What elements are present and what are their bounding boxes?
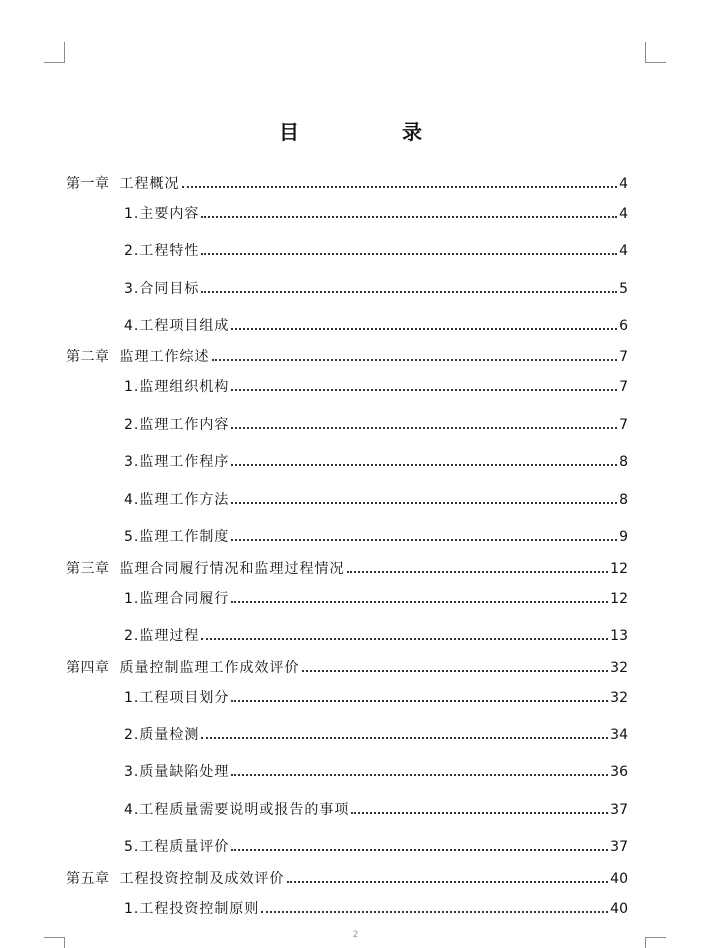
toc-entry-title: 1.监理合同履行 <box>124 591 230 607</box>
toc-page-number: 4 <box>619 243 628 259</box>
toc-chapter-entry[interactable] <box>66 559 628 579</box>
toc-page-number: 7 <box>619 417 628 433</box>
toc-entry-title: 1.主要内容 <box>124 206 200 222</box>
toc-entry-title: 4.工程项目组成 <box>124 318 230 334</box>
toc-section-entry[interactable] <box>124 626 628 646</box>
toc-page-number: 34 <box>610 727 628 743</box>
toc-entry-title: 监理工作综述 <box>119 349 210 365</box>
toc-title: 目 录 <box>279 120 470 144</box>
toc-entry-title: 监理合同履行情况和监理过程情况 <box>119 561 345 577</box>
toc-section-entry[interactable] <box>124 316 628 336</box>
toc-dot-leader <box>231 700 608 702</box>
toc-dot-leader <box>201 291 617 293</box>
toc-page-number: 8 <box>619 492 628 508</box>
toc-section-entry[interactable] <box>124 377 628 397</box>
toc-section-entry[interactable] <box>124 837 628 857</box>
toc-dot-leader <box>231 389 617 391</box>
toc-page-number: 13 <box>610 628 628 644</box>
toc-section-entry[interactable] <box>124 490 628 510</box>
toc-dot-leader <box>351 812 608 814</box>
page-number: 2 <box>352 930 359 940</box>
toc-page-number: 40 <box>610 871 628 887</box>
toc-page-number: 9 <box>619 529 628 545</box>
crop-mark-top-left <box>44 42 65 63</box>
toc-page-number: 12 <box>610 561 628 577</box>
toc-chapter-number: 第三章 <box>66 561 110 577</box>
toc-page-number: 12 <box>610 591 628 607</box>
toc-section-entry[interactable] <box>124 725 628 745</box>
toc-page-number: 37 <box>610 839 628 855</box>
toc-entry-title: 5.工程质量评价 <box>124 839 230 855</box>
toc-page-number: 6 <box>619 318 628 334</box>
toc-entry-title: 4.监理工作方法 <box>124 492 230 508</box>
toc-page-number: 32 <box>610 660 628 676</box>
toc-entry-title: 1.监理组织机构 <box>124 379 230 395</box>
toc-dot-leader <box>231 601 608 603</box>
toc-page-number: 4 <box>619 206 628 222</box>
toc-dot-leader <box>231 427 617 429</box>
crop-mark-top-right <box>645 42 666 63</box>
toc-chapter-entry[interactable] <box>66 658 628 678</box>
toc-entry-title: 1.工程投资控制原则 <box>124 901 260 917</box>
toc-entry-title: 5.监理工作制度 <box>124 529 230 545</box>
toc-entry-title: 4.工程质量需要说明或报告的事项 <box>124 802 350 818</box>
toc-page-number: 37 <box>610 802 628 818</box>
toc-section-entry[interactable] <box>124 589 628 609</box>
toc-dot-leader <box>231 328 617 330</box>
toc-page-number: 7 <box>619 379 628 395</box>
toc-dot-leader <box>182 186 618 188</box>
toc-entry-title: 工程概况 <box>119 176 180 192</box>
toc-chapter-number: 第五章 <box>66 871 110 887</box>
toc-section-entry[interactable] <box>124 527 628 547</box>
toc-section-entry[interactable] <box>124 415 628 435</box>
toc-section-entry[interactable] <box>124 204 628 224</box>
toc-dot-leader <box>231 464 617 466</box>
toc-page-number: 8 <box>619 454 628 470</box>
toc-entry-title: 3.质量缺陷处理 <box>124 764 230 780</box>
toc-section-entry[interactable] <box>124 762 628 782</box>
toc-dot-leader <box>231 774 608 776</box>
toc-dot-leader <box>201 638 608 640</box>
toc-chapter-number: 第四章 <box>66 660 110 676</box>
toc-entry-title: 1.工程项目划分 <box>124 690 230 706</box>
toc-entry-title: 质量控制监理工作成效评价 <box>119 660 300 676</box>
toc-chapter-number: 第二章 <box>66 349 110 365</box>
toc-dot-leader <box>287 881 609 883</box>
toc-section-entry[interactable] <box>124 899 628 919</box>
toc-entry-title: 3.监理工作程序 <box>124 454 230 470</box>
toc-entry-title: 2.监理工作内容 <box>124 417 230 433</box>
toc-dot-leader <box>261 911 608 913</box>
toc-entry-title: 2.质量检测 <box>124 727 200 743</box>
toc-dot-leader <box>231 502 617 504</box>
toc-page-number: 32 <box>610 690 628 706</box>
toc-dot-leader <box>231 539 617 541</box>
toc-page-number: 4 <box>619 176 628 192</box>
toc-page-number: 40 <box>610 901 628 917</box>
toc-dot-leader <box>201 253 617 255</box>
toc-dot-leader <box>347 571 609 573</box>
toc-section-entry[interactable] <box>124 800 628 820</box>
toc-entry-title: 2.监理过程 <box>124 628 200 644</box>
toc-section-entry[interactable] <box>124 688 628 708</box>
toc-entry-title: 工程投资控制及成效评价 <box>119 871 285 887</box>
toc-section-entry[interactable] <box>124 279 628 299</box>
toc-chapter-entry[interactable] <box>66 174 628 194</box>
toc-page-number: 7 <box>619 349 628 365</box>
toc-section-entry[interactable] <box>124 452 628 472</box>
toc-section-entry[interactable] <box>124 241 628 261</box>
toc-page-number: 5 <box>619 281 628 297</box>
toc-dot-leader <box>212 359 618 361</box>
toc-page-number: 36 <box>610 764 628 780</box>
toc-entry-title: 3.合同目标 <box>124 281 200 297</box>
toc-dot-leader <box>201 216 617 218</box>
toc-chapter-entry[interactable] <box>66 347 628 367</box>
toc-dot-leader <box>231 849 608 851</box>
toc-chapter-entry[interactable] <box>66 869 628 889</box>
toc-chapter-number: 第一章 <box>66 176 110 192</box>
toc-dot-leader <box>201 737 608 739</box>
toc-entry-title: 2.工程特性 <box>124 243 200 259</box>
toc-dot-leader <box>302 670 609 672</box>
